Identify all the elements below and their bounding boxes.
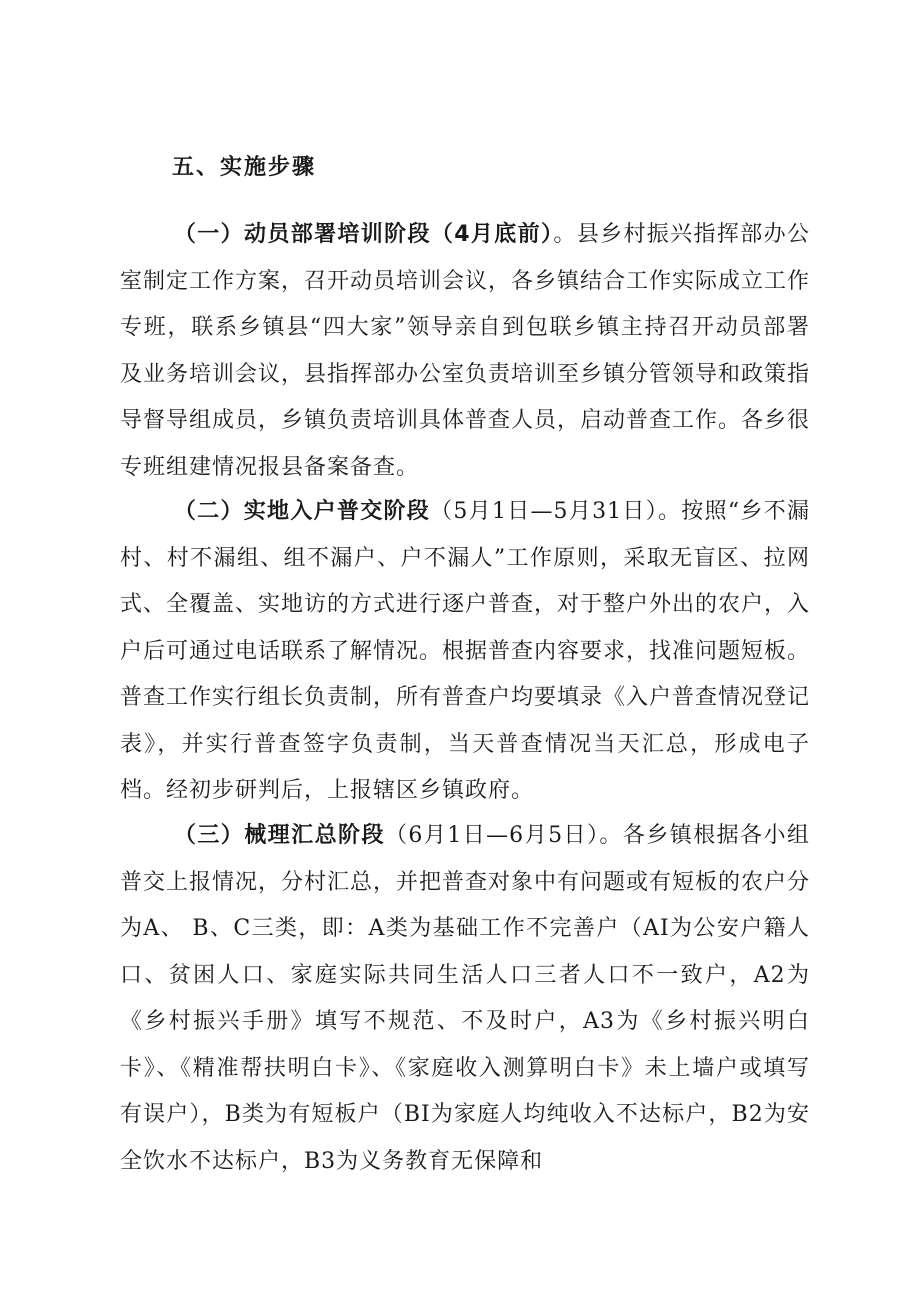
section-heading: 五、实施步骤 [172,155,317,180]
paragraph-heading: （三）械理汇总阶段 [173,823,385,848]
paragraph-heading: （一）动员部署培训阶段（4月底前） [173,222,554,247]
paragraph-body: （5月1日—5月31日）。按照“乡不漏村、村不漏组、组不漏户、户不漏人”工作原则，采取无盲区、拉网式、全覆盖、实地访的方式进行逐户普查，对于整户外出的农户，入户后可通过电话联系了解情况。根据普查内容要求，找准问题短板。普查工作实行组长负责制，所有普查户均要填录《入户普查情况登记表》，并实行普查签字负责制，当天普查情况当天汇总，形成电子档。经初步研判后，上报辖区乡镇政府。 [120,499,811,803]
paragraph-mobilization-stage [120,212,810,491]
paragraph-summary-stage [120,813,810,1185]
paragraph-heading: （二）实地入户普交阶段 [173,499,431,524]
paragraph-body: 。县乡村振兴指挥部办公室制定工作方案，召开动员培训会议，各乡镇结合工作实际成立工作专班，联系乡镇县“四大家”领导亲自到包联乡镇主持召开动员部署及业务培训会议，县指挥部办公室负责培训至乡镇分管领导和政策指导督导组成员，乡镇负责培训具体普查人员，启动普查工作。各乡很专班组建情况报县备案备查。 [120,222,811,480]
paragraph-household-survey-stage [120,489,810,815]
paragraph-body: （6月1日—6月5日）。各乡镇根据各小组普交上报情况，分村汇总，并把普查对象中有问题或有短板的农户分为A、 B、C三类，即：A类为基础工作不完善户（AI为公安户籍人口、贫困人口、家庭实际共同生活人口三者人口不一致户，A2为《乡村振兴手册》填写不规范、不及时户，A3为《乡村振兴明白卡》、《精准帮扶明白卡》、《家庭收入测算明白卡》未上墙户或填写有误户），B类为有短板户（BI为家庭人均纯收入不达标户，B2为安全饮水不达标户，B3为义务教育无保障和 [120,823,811,1174]
